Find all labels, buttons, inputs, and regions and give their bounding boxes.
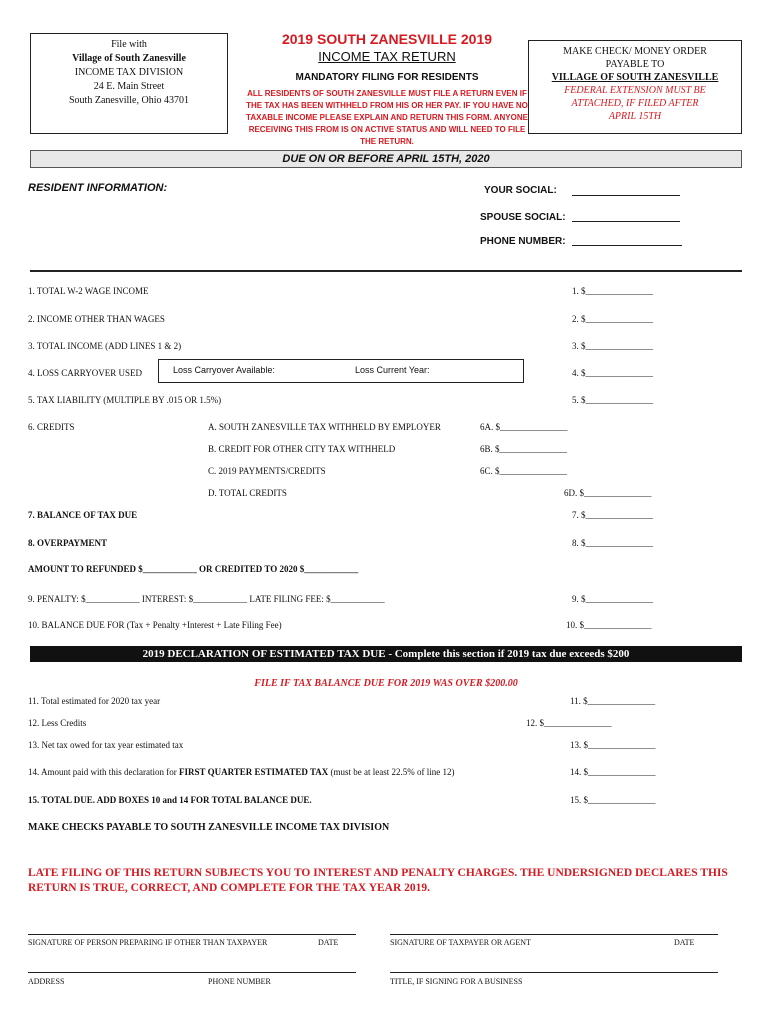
line-12-field[interactable]: 12. $_______________ (526, 718, 612, 728)
city-state-zip: South Zanesville, Ohio 43701 (69, 95, 189, 106)
file-with-box (30, 33, 228, 134)
estimated-tax-note: FILE IF TAX BALANCE DUE FOR 2019 WAS OVER $200.00 (254, 678, 518, 689)
line-10-label: 10. BALANCE DUE FOR (Tax + Penalty +Interest + Late Filing Fee) (28, 620, 282, 630)
line-6a-label: A. SOUTH ZANESVILLE TAX WITHHELD BY EMPLOYER (208, 422, 441, 432)
preparer-signature-label: SIGNATURE OF PERSON PREPARING IF OTHER THAN TAXPAYER (28, 938, 268, 947)
filing-notice: ALL RESIDENTS OF SOUTH ZANESVILLE MUST FILE A RETURN EVEN IF THE TAX HAS BEEN WITHHELD FROM HIS OR HER PAY. IF YOU HAVE NO TAXABLE INCOME PLEASE EXPLAIN AND RETURN THIS FORM. ANYONE RECEIVING THIS FROM IS ON ACTIVE STATUS AND WILL NEED TO FILE THE RETURN. (246, 89, 528, 146)
your-social-field[interactable] (572, 195, 680, 196)
line-14-minimum: (must be at least 22.5% of line 12) (328, 767, 455, 777)
spouse-social-label: SPOUSE SOCIAL: (480, 212, 566, 223)
loss-carryover-available[interactable]: Loss Carryover Available: (173, 365, 275, 375)
form-title: INCOME TAX RETURN (318, 49, 456, 64)
payment-instructions-box (528, 40, 742, 134)
late-filing-warning: LATE FILING OF THIS RETURN SUBJECTS YOU TO INTEREST AND PENALTY CHARGES. THE UNDERSIGNED DECLARES THIS RETURN IS TRUE, CORRECT, AND COMPLETE FOR THE TAX YEAR 2019. (28, 867, 728, 894)
line-6c-label: C. 2019 PAYMENTS/CREDITS (208, 466, 326, 476)
division-name: INCOME TAX DIVISION (74, 67, 184, 78)
line-6d-field[interactable]: 6D. $_______________ (564, 488, 652, 498)
line-11-field[interactable]: 11. $_______________ (570, 696, 656, 706)
refund-or-credit-line[interactable]: AMOUNT TO REFUNDED $____________ OR CREDITED TO 2020 $____________ (28, 564, 359, 574)
street-address: 24 E. Main Street (93, 81, 165, 92)
taxpayer-signature-line[interactable] (390, 934, 718, 935)
line-2-field[interactable]: 2. $_______________ (572, 314, 653, 324)
line-8-field[interactable]: 8. $_______________ (572, 538, 653, 548)
line-9-field[interactable]: 9. $_______________ (572, 594, 653, 604)
due-date-bar: DUE ON OR BEFORE APRIL 15TH, 2020 (30, 150, 742, 168)
address-label: ADDRESS (28, 977, 65, 986)
line-5-field[interactable]: 5. $_______________ (572, 395, 653, 405)
line-7-field[interactable]: 7. $_______________ (572, 510, 653, 520)
line-14-text: 14. Amount paid with this declaration for (28, 767, 179, 777)
file-with-label: File with (111, 39, 147, 50)
first-quarter-label: FIRST QUARTER ESTIMATED TAX (178, 767, 329, 777)
village-name: Village of South Zanesville (72, 53, 186, 64)
taxpayer-signature-label: SIGNATURE OF TAXPAYER OR AGENT (390, 938, 531, 947)
line-6d-label: D. TOTAL CREDITS (208, 488, 287, 498)
line-13-label: 13. Net tax owed for tax year estimated tax (28, 740, 184, 750)
your-social-label: YOUR SOCIAL: (484, 185, 557, 196)
line-6-label: 6. CREDITS (28, 422, 75, 432)
line-6b-field[interactable]: 6B. $_______________ (480, 444, 568, 454)
phone-number-field[interactable] (572, 245, 682, 246)
extension-line2: ATTACHED, IF FILED AFTER (571, 98, 699, 109)
extension-line1: FEDERAL EXTENSION MUST BE (564, 85, 706, 96)
loss-carryover-box (158, 359, 524, 383)
line-8-label: 8. OVERPAYMENT (28, 538, 108, 548)
payee-name: VILLAGE OF SOUTH ZANESVILLE (551, 72, 719, 83)
line-9-label[interactable]: 9. PENALTY: $____________ INTEREST: $____________ LATE FILING FEE: $____________ (28, 594, 385, 604)
line-4-field[interactable]: 4. $_______________ (572, 368, 653, 378)
business-title-line[interactable] (390, 972, 718, 973)
address-line[interactable] (28, 972, 356, 973)
make-checks-payable: MAKE CHECKS PAYABLE TO SOUTH ZANESVILLE INCOME TAX DIVISION (28, 822, 390, 833)
preparer-date-label: DATE (318, 938, 339, 947)
line-6a-field[interactable]: 6A. $_______________ (480, 422, 568, 432)
mandatory-filing: MANDATORY FILING FOR RESIDENTS (295, 72, 479, 83)
line-6b-label: B. CREDIT FOR OTHER CITY TAX WITHHELD (208, 444, 396, 454)
loss-current-year[interactable]: Loss Current Year: (355, 365, 430, 375)
line-1-label: 1. TOTAL W-2 WAGE INCOME (28, 286, 149, 296)
taxpayer-date-label: DATE (674, 938, 695, 947)
line-11-label: 11. Total estimated for 2020 tax year (28, 696, 161, 706)
make-check-label: MAKE CHECK/ MONEY ORDER (563, 46, 707, 57)
section-divider (30, 270, 742, 272)
line-5-label: 5. TAX LIABILITY (MULTIPLE BY .015 OR 1.5%) (28, 395, 222, 405)
line-3-label: 3. TOTAL INCOME (ADD LINES 1 & 2) (28, 341, 182, 351)
resident-info-heading: RESIDENT INFORMATION: (28, 182, 168, 194)
payable-to-label: PAYABLE TO (605, 59, 665, 70)
line-10-field[interactable]: 10. $_______________ (566, 620, 652, 630)
form-title-year: 2019 SOUTH ZANESVILLE 2019 (281, 31, 493, 47)
line-14-label (28, 767, 455, 777)
line-7-label: 7. BALANCE OF TAX DUE (28, 510, 138, 520)
line-15-label: 15. TOTAL DUE. ADD BOXES 10 and 14 FOR TOTAL BALANCE DUE. (28, 795, 312, 805)
spouse-social-field[interactable] (572, 221, 680, 222)
business-title-label: TITLE, IF SIGNING FOR A BUSINESS (390, 977, 523, 986)
line-4-label: 4. LOSS CARRYOVER USED (28, 368, 143, 378)
line-14-field[interactable]: 14. $_______________ (570, 767, 656, 777)
phone-number-label: PHONE NUMBER: (480, 236, 566, 247)
phone-number-sig-label: PHONE NUMBER (208, 977, 271, 986)
line-6c-field[interactable]: 6C. $_______________ (480, 466, 568, 476)
form-title-block (242, 30, 532, 148)
extension-line3: APRIL 15TH (608, 111, 662, 122)
line-13-field[interactable]: 13. $_______________ (570, 740, 656, 750)
line-1-field[interactable]: 1. $_______________ (572, 286, 653, 296)
line-15-field[interactable]: 15. $_______________ (570, 795, 656, 805)
line-3-field[interactable]: 3. $_______________ (572, 341, 653, 351)
line-12-label: 12. Less Credits (28, 718, 87, 728)
preparer-signature-line[interactable] (28, 934, 356, 935)
estimated-tax-bar: 2019 DECLARATION OF ESTIMATED TAX DUE - Complete this section if 2019 tax due exceeds $200 (30, 646, 742, 662)
line-2-label: 2. INCOME OTHER THAN WAGES (28, 314, 165, 324)
